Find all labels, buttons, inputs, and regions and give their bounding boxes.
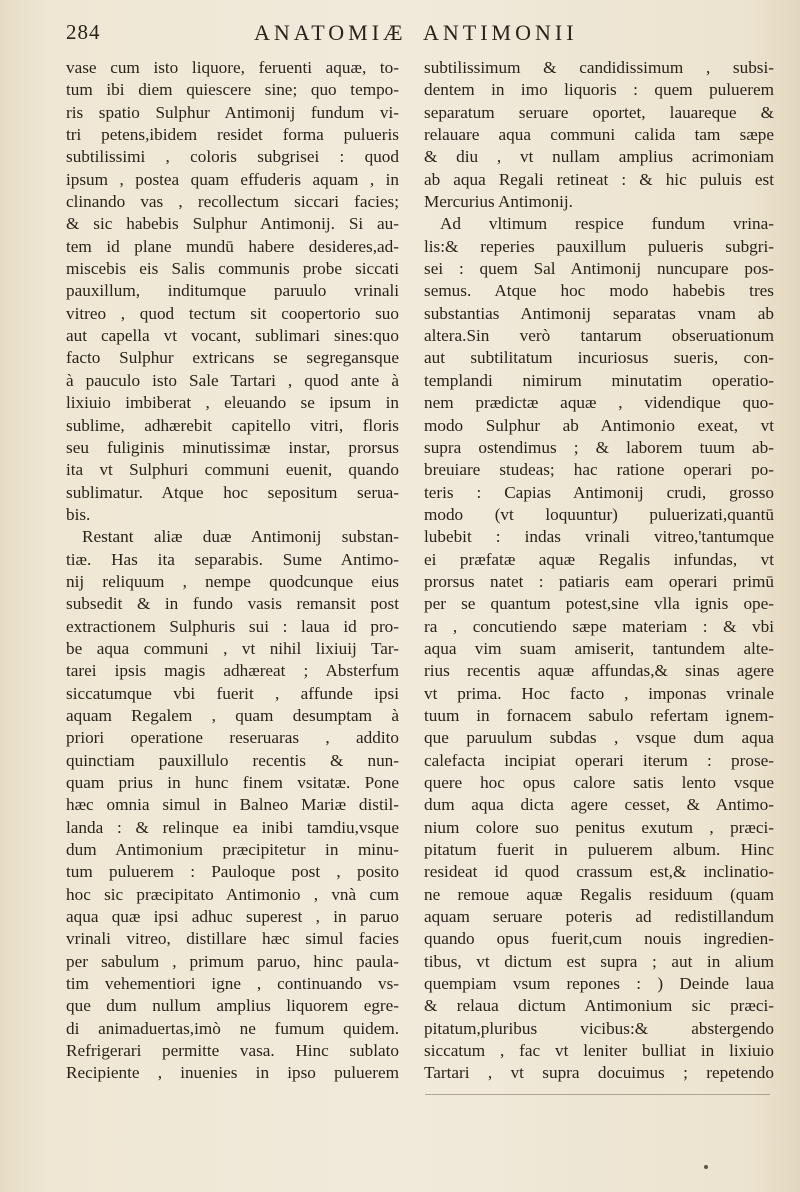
text-line: pauxillum, inditumque paruulo vrinali (66, 281, 399, 301)
right-text-column (424, 57, 774, 1085)
text-line: supra ostendimus ; & laborem tuum ab- (424, 437, 774, 457)
bottom-underline (425, 1094, 770, 1095)
running-title-right: ANTIMONII (423, 20, 578, 45)
text-line: sublime, adhærebit capitello vitri, floris (66, 415, 399, 435)
text-line: siccatumque vbi fuerit , affunde ipsi (66, 683, 399, 703)
text-line: dum aqua dicta agere cesset, & Antimo- (424, 795, 774, 815)
text-line: tarei ipsis magis adhæreat ; Absterfum (66, 661, 399, 681)
text-line: pitatum,pluribus vicibus:& abstergendo (424, 1018, 774, 1038)
text-line: tim vehementiori igne , continuando vs- (66, 974, 399, 994)
text-line: modo (vt loquuntur) puluerizati,quantū (424, 504, 774, 524)
text-line: & diu , vt nullam amplius acrimoniam (424, 147, 774, 167)
text-line: lubebit : indas vrinali vitreo,'tantumque (424, 527, 774, 547)
text-line: calefacta incipiat operari iterum : prose- (424, 750, 774, 770)
text-line: tiæ. Has ita separabis. Sume Antimo- (66, 549, 399, 569)
text-line: tum puluerem : Pauloque post , posito (66, 862, 399, 882)
text-line: aut capella vt vocant, sublimari sines:quo (66, 326, 399, 346)
running-title-left: ANATOMIÆ (254, 20, 407, 45)
text-line: vase cum isto liquore, feruenti aquæ, to- (66, 58, 399, 77)
text-line: be aqua communi , vt nihil lixiuij Tar- (66, 638, 399, 658)
text-line: teris : Capias Antimonij crudi, grosso (424, 482, 774, 502)
text-line: modo Sulphur ab Antimonio exeat, vt (424, 415, 774, 435)
text-line: siccatum , fac vt leniter bulliat in lixiuio (424, 1041, 774, 1061)
text-line: semus. Atque hoc modo habebis tres (424, 281, 774, 301)
text-line: sei : quem Sal Antimonij nuncupare pos- (424, 259, 774, 279)
text-line: Recipiente , inuenies in ipso puluerem (66, 1063, 399, 1083)
text-line: nem prædictæ aquæ , videndique quo- (424, 393, 774, 413)
text-line: tuum in fornacem sabulo refertam ignem- (424, 705, 774, 725)
text-line: subsedit & in fundo vasis remansit post (66, 594, 399, 614)
text-line: facto Sulphur extricans se segregansque (66, 348, 399, 368)
text-line: nium colore suo penitus exutum , præci- (424, 817, 774, 837)
page-header (66, 20, 800, 56)
text-line: subtilissimi , coloris subgrisei : quod (66, 147, 399, 167)
text-line: ipsum , postea quam effuderis aquam , in (66, 169, 399, 189)
text-line: vrinali vitreo, distillare hæc simul facies (66, 929, 399, 949)
text-line: separatum seruare oportet, lauareque & (424, 102, 774, 122)
text-line: tri petens,ibidem residet forma pulueris (66, 125, 399, 145)
text-line: aut subtilitatum incuriosus sueris, con- (424, 348, 774, 368)
text-line: resideat id quod crassum est,& inclinatio- (424, 862, 774, 882)
text-line: & relaua dictum Antimonium sic præci- (424, 996, 774, 1016)
text-line: quam prius in hunc finem vsitatæ. Pone (66, 773, 399, 792)
text-line: per sabulum , primum paruo, hinc paula- (66, 951, 399, 971)
text-line: ita vt Sulphuri communi euenit, quando (66, 460, 399, 480)
text-line: relauare aqua communi calida tam sæpe (424, 125, 774, 145)
text-line: à pauculo isto Sale Tartari , quod ante à (66, 370, 399, 390)
text-line: per se quantum potest,sine vlla ignis ope- (424, 594, 774, 614)
text-line: bis. (66, 504, 91, 524)
text-line: breuiare studeas; hac ratione operari po- (424, 460, 774, 480)
text-line: di animaduertas,imò ne fumum quidem. (66, 1018, 399, 1038)
text-line: tum ibi diem quiescere sine; quo tempo- (66, 80, 399, 100)
text-line: lixiuio imbiberat , eleuando se ipsum in (66, 393, 399, 413)
text-line: nij reliquum , nempe quodcunque eius (66, 571, 399, 591)
text-line: dentem in imo liquoris : quem puluerem (424, 80, 774, 100)
text-line: miscebis eis Salis communis probe siccati (66, 259, 399, 279)
text-line: hoc sic præcipitato Antimonio , vnà cum (66, 884, 399, 904)
text-line: extractionem Sulphuris sui : laua id pro- (66, 616, 399, 636)
page-number: 284 (66, 20, 101, 44)
text-line: substantias Antimonij separatas vnam ab (424, 303, 774, 323)
left-text-column (66, 57, 399, 1085)
text-line: Mercurius Antimonij. (424, 192, 573, 212)
text-line: quando opus fuerit,cum nouis ingredien- (424, 929, 774, 949)
text-line: Ad vltimum respice fundum vrina- (440, 214, 774, 234)
text-line: que paruulum subdas , vsque dum aqua (424, 728, 774, 748)
text-line: quempiam vsum repones : ) Deinde laua (424, 974, 774, 994)
text-line: aqua quæ ipsi adhuc superest , in paruo (66, 907, 399, 927)
text-line: aquam seruare poteris ad redistillandum (424, 907, 774, 927)
text-line: landa : & relinque ea inibi tamdiu,vsque (66, 817, 399, 837)
text-line: dum Antimonium præcipitetur in minu- (66, 840, 399, 860)
text-line: prorsus natet : patiaris eam operari primū (424, 571, 774, 591)
text-line: sublimatur. Atque hoc sepositum serua- (66, 482, 399, 502)
text-line: quere hoc opus calore satis lento vsque (424, 773, 774, 792)
text-line: vitreo , quod tectum sit coopertorio suo (66, 303, 399, 323)
text-line: Refrigerari permitte vasa. Hinc sublato (66, 1041, 399, 1061)
text-line: & sic habebis Sulphur Antimonij. Si au- (66, 214, 399, 234)
text-line: ris spatio Sulphur Antimonij fundum vi- (66, 102, 399, 122)
text-line: Tartari , vt supra docuimus ; repetendo (424, 1063, 774, 1083)
text-line: tem id plane mundū habere desideres,ad- (66, 236, 399, 256)
text-line: ab aqua Regali retineat : & hic puluis est (424, 169, 774, 189)
text-line: aqua vim suam amiserit, tantundem alte- (424, 638, 774, 658)
text-line: seu fuliginis minutissimæ instar, prorsus (66, 437, 399, 457)
text-line: altera.Sin verò tantarum obseruationum (424, 326, 774, 346)
text-line: pitatum fuerit in puluerem album. Hinc (424, 840, 774, 860)
text-line: priori operatione reseruaras , addito (66, 728, 399, 748)
text-line: clinando vas , recollectum siccari facies; (66, 192, 399, 212)
text-line: rius recentis aquæ affundas,& sinas agere (424, 661, 774, 681)
text-line: quinctiam pauxillulo recentis & nun- (66, 750, 399, 770)
text-line: vt prima. Hoc facto , imponas vrinale (424, 683, 774, 703)
text-line: ne remoue aquæ Regalis residuum (quam (424, 884, 774, 904)
text-line: lis:& reperies pauxillum pulueris subgri- (424, 236, 774, 256)
text-line: tibus, vt dictum est supra ; aut in alium (424, 951, 774, 971)
text-line: subtilissimum & candidissimum , subsi- (424, 58, 774, 77)
text-line: templandi nimirum minutatim operatio- (424, 370, 774, 390)
ink-speck (704, 1165, 708, 1169)
text-line: hæc omnia simul in Balneo Mariæ distil- (66, 795, 399, 815)
text-line: ei præfatæ aquæ Regalis infundas, vt (424, 549, 774, 569)
text-line: que dum nullum amplius liquorem egre- (66, 996, 399, 1016)
text-line: aquam Regalem , quam desumptam à (66, 705, 399, 725)
text-line: ra , concutiendo sæpe materiam : & vbi (424, 616, 774, 636)
text-line: Restant aliæ duæ Antimonij substan- (82, 527, 399, 547)
